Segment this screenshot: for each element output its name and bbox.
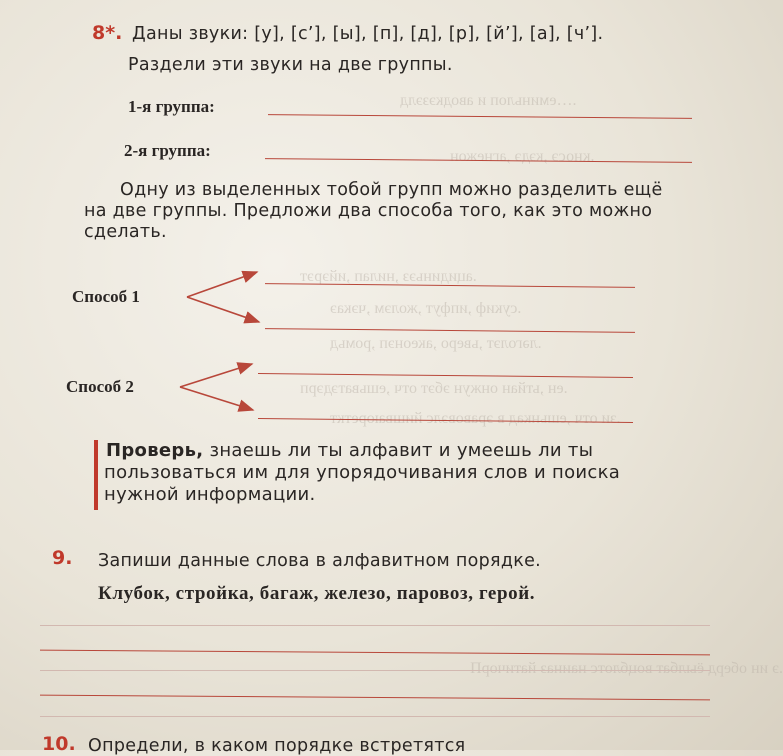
bleed-through-text: .ацидиньэз ,нилап ,ийэрэт bbox=[300, 268, 477, 285]
task-9-number: 9. bbox=[52, 547, 73, 569]
bleed-through-text: .зи отч ,ешьнкад в эравовэлс йишваюреткт bbox=[330, 410, 621, 427]
task-8-instruction: Раздели эти звуки на две группы. bbox=[128, 55, 453, 75]
way-2-label: Способ 2 bbox=[66, 377, 134, 396]
task-8-paragraph-line-2: на две группы. Предложи два способа того, как это можно bbox=[84, 201, 653, 221]
task-8-paragraph-line-1: Одну из выделенных тобой групп можно разделить ещё bbox=[120, 180, 663, 200]
check-bold-word: Проверь, bbox=[106, 440, 204, 461]
task-10-number: 10. bbox=[42, 733, 76, 755]
ruled-line bbox=[40, 716, 710, 717]
bleed-through-text: .сукиф ,ипфут ,жолэм ,чэкаэ bbox=[330, 300, 522, 317]
bleed-through-text: .ен ,ьтйан онжун эбэт отч ,ешьватэдэрп bbox=[300, 380, 568, 397]
task-8-paragraph-line-3: сделать. bbox=[84, 222, 167, 242]
task-9-instruction: Запиши данные слова в алфавитном порядке. bbox=[98, 551, 542, 571]
way-2-arrow-up bbox=[180, 364, 252, 387]
check-accent-bar bbox=[94, 440, 98, 510]
group-2-label: 2-я группа: bbox=[124, 141, 211, 160]
task-8-number: 8*. bbox=[92, 22, 123, 44]
bleed-through-text: .э ин оберд ёылбат воцблотс наиназ йатичорП bbox=[470, 660, 783, 677]
check-line-2: пользоваться им для упорядочивания слов и поиска bbox=[104, 462, 621, 483]
way-1-arrow-up bbox=[187, 272, 257, 297]
ruled-line bbox=[40, 625, 710, 626]
check-line-3: нужной информации. bbox=[104, 484, 316, 505]
way-1-arrow-down bbox=[187, 297, 259, 322]
ruled-line bbox=[40, 670, 710, 671]
way-2-arrow-down bbox=[180, 387, 253, 410]
check-line-1 bbox=[106, 440, 593, 461]
bleed-through-text: .…еминьлоп и аводкэзэлд bbox=[400, 92, 577, 109]
bleed-through-text: .кносэ ,кэдэ ,агнежон bbox=[450, 148, 595, 165]
check-line-1-text: знаешь ли ты алфавит и умеешь ли ты bbox=[203, 440, 594, 461]
way-1-label: Способ 1 bbox=[72, 287, 140, 306]
task-10-text: Определи, в каком порядке встретятся bbox=[88, 736, 466, 756]
task-8-sounds: Даны звуки: [у], [с’], [ы], [п], [д], [р], [й’], [а], [ч’]. bbox=[132, 24, 604, 44]
task-9-words: Клубок, стройка, багаж, железо, паровоз, герой. bbox=[98, 583, 536, 604]
group-1-label: 1-я группа: bbox=[128, 97, 215, 116]
bleed-through-text: .ләголэт ,ьверо ,акеонэп ,ромьд bbox=[330, 335, 542, 352]
